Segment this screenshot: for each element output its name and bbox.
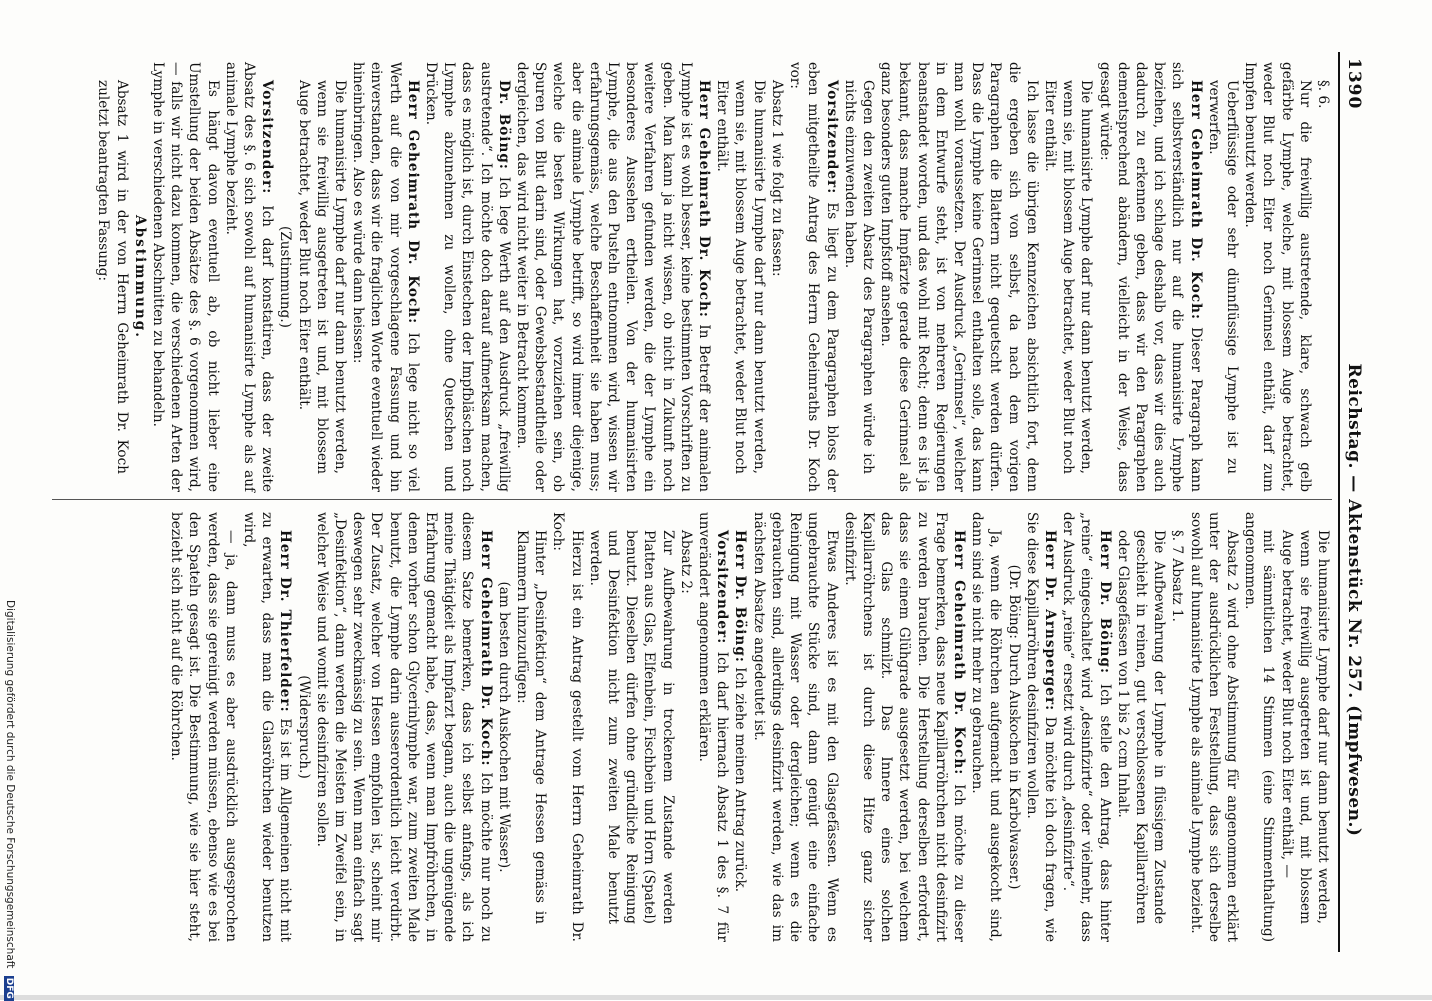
paragraph-text: Absatz 1 wird in der von Herrn Geheimrath Dr. Koch zuletzt beantragten Fassung: bbox=[95, 80, 130, 474]
paragraph bbox=[1114, 530, 1169, 924]
paragraph-text: §. 6. bbox=[1315, 80, 1331, 109]
paragraph bbox=[94, 80, 130, 474]
paragraph bbox=[695, 512, 731, 942]
speaker-name: Herr Geheimrath Dr. Koch: bbox=[950, 530, 967, 776]
scan-edge bbox=[0, 995, 1432, 1000]
paragraph-text: Ich lege nicht so viel Werth auf die von mir vorgeschlagene Fassung und bin einverstanden, dass wir die fraglichen Worte eventuell wieder hineinbringen. Also es würde dann heissen: bbox=[350, 62, 421, 493]
paragraph bbox=[422, 62, 513, 492]
paragraph-text: Ich möchte nur noch zu diesem Satze bemerken, dass ich selbst anfangs, als ich meine Thätigkeit als Impfarzt begann, auch die ungenügende Erfahrung gemacht habe, dass, wenn man Impfröhrchen, in denen vorher schon Glycerinlymphe war, zum zweiten Male benutzt, die Lymphe darin ausserordentlich leicht verdirbt. Der Zusatz, welcher von Hessen empfohlen ist, scheint mir deswegen sehr zweckmässig zu sein. Wenn man einfach sagt „Desinfektion“, dann werden die Meisten im Zweifel sein, in welcher Weise und womit sie desinfiziren sollen. bbox=[313, 512, 494, 942]
paragraph bbox=[1168, 530, 1186, 942]
paragraph bbox=[167, 512, 240, 942]
credit-text: Digitalisierung gefördert durch die Deutsche Forschungsgemeinschaft bbox=[4, 600, 16, 969]
paragraph-text: §. 7 Absatz 1. bbox=[1169, 530, 1186, 622]
paragraph bbox=[131, 62, 149, 492]
paragraph-text: Zur Aufbewahrung in trockenem Zustande werden Platten aus Glas, Elfenbein, Fischbein und Horn (Spatel) benutzt. Dieselben dürfen ohne gründliche Reinigung und Desinfektion nicht zum zweiten Male benutzt werden. bbox=[586, 530, 676, 924]
paragraph-text: Ich lasse die übrigen Kennzeichen absichtlich fort, denn die ergeben sich von selbst, da nach dem vorigen Paragraphen die Blattern nicht gequetscht werden dürfen. Dass die Lymphe keine Gerinnsel enthalten solle, das kann man wohl voraussetzen. Der Ausdruck „Gerinnsel“, welcher in dem Entwurfe steht, ist von mehreren Regierungen beanstandet worden, und das wohl mit Recht; denn es ist ja bekannt, dass manche Impfärzte gerade diese Gerinnsel als ganz besonders guten Impfstoff ansehen. bbox=[878, 62, 1040, 492]
paragraph bbox=[513, 530, 549, 924]
speaker-name: Herr Geheimrath Dr. Koch: bbox=[477, 530, 494, 767]
paragraph bbox=[713, 80, 768, 474]
paragraph-text: Ich ziehe meinen Antrag zurück. bbox=[732, 662, 749, 893]
paragraph-text: Die humanisirte Lymphe darf nur dann benutzt werden, wenn sie freiwillig ausgetreten ist und, mit blossem Auge betrachtet, weder Blut noch Eiter enthält, — bbox=[1278, 530, 1331, 924]
paragraph-text: mit sämmtlichen 14 Stimmen (eine Stimmenthaltung) angenommen. bbox=[1242, 512, 1277, 942]
paragraph bbox=[841, 80, 877, 474]
paragraph-text: Da möchte ich doch fragen, wie Sie diese Kapillarröhren desinfiziren wollen. bbox=[1023, 512, 1058, 942]
paragraph bbox=[968, 512, 1004, 942]
running-title: Reichstag. — Aktenstück Nr. 257. (Impfwesen.) bbox=[1344, 363, 1364, 837]
paragraph-text: Absatz 2: bbox=[677, 530, 694, 594]
paragraph bbox=[349, 62, 422, 492]
paragraph-text: Gegen den zweiten Absatz des Paragraphen würde ich nichts einzuwenden haben. bbox=[841, 80, 876, 474]
speaker-name: Dr. Böing: bbox=[495, 80, 512, 170]
paragraph bbox=[1059, 512, 1114, 942]
paragraph-text: Nur die freiwillig austretende, klare, schwach gelb gefärbte Lymphe, welche, mit blossem Auge betrachtet, weder Blut noch Eiter noch Gerinnsel enthält, darf zum Impfen benutzt werden. bbox=[1242, 62, 1313, 492]
page-number: 1390 bbox=[1344, 58, 1364, 110]
paragraph bbox=[294, 512, 312, 942]
header-rule bbox=[1338, 52, 1340, 952]
paragraph bbox=[549, 512, 585, 942]
paragraph bbox=[240, 512, 295, 942]
speaker-name: Herr Geheimrath Dr. Koch: bbox=[1187, 80, 1204, 321]
paragraph bbox=[841, 512, 968, 942]
speaker-name: Herr Dr. Böing: bbox=[1096, 530, 1113, 674]
paragraph bbox=[586, 530, 677, 924]
dfg-logo: DFG bbox=[4, 977, 14, 999]
paragraph-text: (Zustimmung.) bbox=[277, 226, 294, 328]
paragraph-text: Hinter „Desinfektion“ dem Antrage Hessen gemäss in Klammern hinzuzufügen: bbox=[514, 530, 549, 924]
digitization-credit bbox=[2, 0, 18, 1000]
paragraph-text: Die humanisirte Lymphe darf nur dann benutzt werden, wenn sie, mit blossem Auge betrachtet, weder Blut noch Eiter enthält. bbox=[1041, 80, 1095, 474]
paragraph-text: (Widerspruch.) bbox=[295, 675, 312, 779]
paragraph bbox=[276, 62, 294, 492]
paragraph-text: Absatz 1 wie folgt zu fassen: bbox=[768, 80, 785, 277]
paragraph bbox=[768, 80, 786, 474]
paragraph bbox=[294, 80, 349, 474]
paragraph-text: (am besten durch Auskochen mit Wasser). bbox=[495, 581, 512, 873]
paragraph bbox=[1241, 512, 1277, 942]
paragraph bbox=[222, 62, 277, 492]
paragraph-text: In Betreff der animalen Lymphe ist es wohl besser, keine bestimmten Vorschriften zu geben. Man kann ja nicht wissen, ob nicht in Zukunft noch weitere Verfahren gefunden werden, die der Lymphe ein besonderes Aussehen ertheilen. Von der humanisirten Lymphe, die aus den Pusteln entnommen wird, wissen wir erfahrungsgemäss, welche Beschaffenheit sie haben muss; aber die animale Lymphe betrifft, so wird immer diejenige, welche die besten Wirkungen hat, vorzuziehen sein, ob Spuren von Blut darin sind, oder Gewebsbestandtheile oder dergleichen, das wird nicht weiter in Betracht kommen. bbox=[514, 62, 713, 493]
paragraph-text: Etwas Anderes ist es mit den Glasgefässen. Wenn es ungebrauchte Stücke sind, dann genügt eine einfache Reinigung mit Wasser oder dergleichen; wenn es die gebrauchten sind, allerdings desinfizirt werden, wie das im nächsten Absatze angedeutet ist. bbox=[750, 512, 840, 942]
paragraph-text: Dieser Paragraph kann sich selbstverständlich nur auf die humanisirte Lymphe beziehen, und ich schlage deshalb vor, dass wir dies auch dadurch zu erkennen geben, dass wir den Paragraphen dementsprechend abändern, vielleicht in der Weise, dass gesagt würde: bbox=[1096, 62, 1204, 492]
paragraph-text: Abstimmung. bbox=[131, 215, 148, 339]
paragraph bbox=[1004, 512, 1022, 942]
paragraph-text: Es liegt zu dem Paragraphen bloss der eben mitgetheilte Antrag des Herrn Geheimraths Dr. Koch vor: bbox=[787, 62, 840, 492]
left-column bbox=[52, 62, 1332, 492]
speaker-name: Herr Geheimrath Dr. Koch: bbox=[404, 80, 421, 325]
right-column bbox=[52, 512, 1332, 942]
paragraph bbox=[1314, 80, 1332, 492]
paragraph-text: Ich stelle den Antrag, dass hinter „reine“ eingeschaltet wird „desinfizirte“ oder vielmehr, dass der Ausdruck „reine“ ersetzt wird durch „desinfizirte“. bbox=[1060, 512, 1113, 943]
speaker-name: Herr Dr. Thierfelder: bbox=[277, 530, 294, 713]
paragraph bbox=[1095, 62, 1204, 492]
paragraph bbox=[750, 512, 841, 942]
speaker-name: Herr Dr. Böing: bbox=[732, 530, 749, 663]
paragraph bbox=[1023, 512, 1059, 942]
paragraph bbox=[1205, 80, 1241, 474]
page-header bbox=[1320, 0, 1432, 1000]
paragraph-text: Die humanisirte Lymphe darf nur dann benutzt werden, wenn sie, mit blossem Auge betrachtet, weder Blut noch Eiter enthält. bbox=[714, 80, 767, 474]
paragraph bbox=[495, 512, 513, 942]
paragraph-text: Ja, wenn die Röhrchen aufgemacht und ausgekocht sind, dann sind sie nicht mehr zu gebrauchen. bbox=[969, 512, 1004, 942]
paragraph-text: — ja, dann muss es aber ausdrücklich ausgesprochen werden, dass sie gereinigt werden müssen, ebenso wie es bei den Spateln gesagt ist. Die Bestimmung, wie sie hier steht, bezieht sich nicht auf die Röhrchen. bbox=[168, 512, 239, 942]
speaker-name: Vorsitzender: bbox=[714, 530, 731, 645]
paragraph bbox=[1277, 530, 1332, 924]
speaker-name: Herr Geheimrath Dr. Koch: bbox=[696, 80, 713, 318]
paragraph bbox=[513, 62, 713, 492]
paragraph-text: Ich darf konstatiren, dass der zweite Absatz des §. 6 sich sowohl auf humanisirte Lymphe als auf animale Lymphe bezieht. bbox=[222, 62, 276, 492]
speaker-name: Vorsitzender: bbox=[259, 80, 276, 195]
paragraph-text: Es hängt davon eventuell ab, ob nicht lieber eine Umstellung der beiden Absätze des §. 6 vorgenommen wird, — falls wir nicht dazu kommen, die verschiedenen Arten der Lymphe in verschiedenen Abschnitten zu behandeln. bbox=[150, 62, 221, 492]
paragraph-text: Ich darf hiernach Absatz 1 des §. 7 für unverändert angenommen erklären. bbox=[696, 512, 731, 942]
paragraph-text: (Dr. Böing: Durch Auskochen in Karbolwasser.) bbox=[1005, 564, 1022, 890]
paragraph bbox=[1186, 512, 1241, 942]
paragraph bbox=[677, 530, 695, 942]
paragraph-text: Absatz 2 wird ohne Abstimmung für angenommen erklärt unter der ausdrücklichen Feststellung, dass sich derselbe sowohl auf humanisirte Lymphe als animale Lymphe bezieht. bbox=[1187, 512, 1240, 942]
column-divider bbox=[52, 499, 1332, 500]
paragraph-text: Ueberflüssige oder sehr dünnflüssige Lymphe ist zu verwerfen. bbox=[1205, 80, 1240, 474]
speaker-name: Vorsitzender: bbox=[823, 80, 840, 195]
paragraph bbox=[877, 62, 1041, 492]
paragraph-text: Ich lege Werth auf den Ausdruck „freiwillig austretende“. Ich möchte doch darauf aufmerksam machen, dass es möglich ist, durch Einstechen der Impfbläschen noch Lymphe abzunehmen zu wollen, ohne Quetschen und Drücken. bbox=[423, 62, 512, 492]
paragraph bbox=[786, 62, 841, 492]
paragraph bbox=[731, 512, 749, 942]
paragraph-text: Die Aufbewahrung der Lymphe in flüssigem Zustande geschieht in reinen, gut verschlossenen Kapillarröhren oder Glasgefässen von 1 bis 2 ccm Inhalt. bbox=[1114, 530, 1168, 924]
paragraph bbox=[1041, 80, 1096, 474]
paragraph-text: Ich möchte zu dieser Frage bemerken, dass neue Kapillarröhrchen nicht desinfizirt zu werden brauchen. Die Herstellung derselben erfordert, dass sie einem Glühgrade ausgesetzt werden, bei welchem das Glas schmilzt. Das Innere eines solchen Kapillarröhrchens ist durch diese Hitze ganz sicher desinfizirt. bbox=[841, 512, 967, 942]
speaker-name: Herr Dr. Arnsperger: bbox=[1041, 530, 1058, 712]
paragraph-text: Es ist im Allgemeinen nicht mit zu erwarten, dass man die Glasröhrchen wieder benutzen wird, bbox=[241, 512, 294, 942]
paragraph-text: Hierzu ist ein Antrag gestellt vom Herrn Geheimrath Dr. Koch: bbox=[550, 512, 585, 942]
paragraph bbox=[313, 512, 495, 942]
paragraph bbox=[149, 62, 222, 492]
paragraph-text: Die humanisirte Lymphe darf nur dann benutzt werden, wenn sie freiwillig ausgetreten ist und, mit blossem Auge betrachtet, weder Blut noch Eiter enthält. bbox=[295, 80, 349, 474]
paragraph bbox=[1241, 62, 1314, 492]
